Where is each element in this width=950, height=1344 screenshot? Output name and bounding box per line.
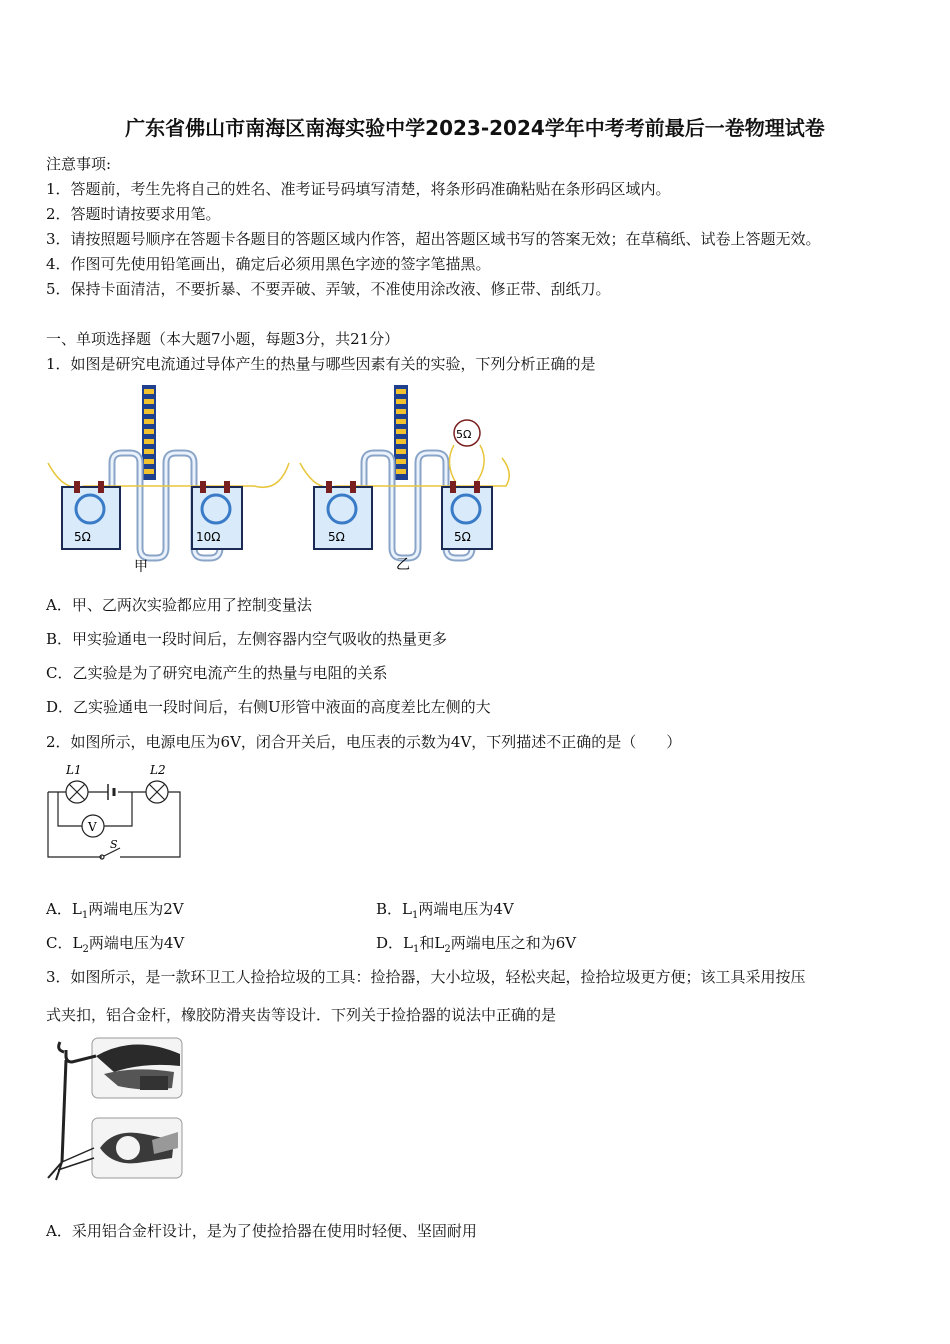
notice-item: 5．保持卡面清洁，不要折暴、不要弄破、弄皱，不准使用涂改液、修正带、刮纸刀。 <box>46 280 611 298</box>
voltmeter-label: V <box>88 820 97 834</box>
option-d: D．$L_1$和$L_2$两端电压之和为6V <box>376 934 577 955</box>
lamp-l1-label: L1 <box>66 763 82 777</box>
figure-label: 乙 <box>396 557 410 573</box>
notice-item: 4．作图可先使用铅笔画出，确定后必须用黑色字迹的签字笔描黑。 <box>46 255 491 273</box>
resistor-label: 10Ω <box>196 530 221 544</box>
option-a: A．甲、乙两次实验都应用了控制变量法 <box>46 596 312 614</box>
question-3-stem-cont: 式夹扣，铝合金杆，橡胶防滑夹齿等设计．下列关于捡拾器的说法中正确的是 <box>46 1006 557 1024</box>
question-1-stem: 1．如图是研究电流通过导体产生的热量与哪些因素有关的实验，下列分析正确的是 <box>46 355 596 373</box>
question-2-stem: 2．如图所示，电源电压为6V，闭合开关后，电压表的示数为4V，下列描述不正确的是（ ） <box>46 733 682 751</box>
resistor-label: 5Ω <box>328 530 345 544</box>
resistor-label: 5Ω <box>454 530 471 544</box>
q2-circuit <box>44 760 184 864</box>
grabber-tool-image <box>44 1036 184 1182</box>
section-heading: 一、单项选择题（本大题7小题，每题3分，共21分） <box>46 330 400 348</box>
option-b: B．甲实验通电一段时间后，左侧容器内空气吸收的热量更多 <box>46 630 448 648</box>
apparatus-yi <box>300 385 509 573</box>
q1-figure <box>44 383 514 578</box>
option-c: C．$L_2$两端电压为4V <box>46 934 185 955</box>
lamp-l2-label: L2 <box>150 763 166 777</box>
option-a: A．采用铝合金杆设计，是为了使捡拾器在使用时轻便、坚固耐用 <box>46 1222 477 1240</box>
switch-label: S <box>110 838 118 851</box>
notice-heading: 注意事项: <box>46 155 112 173</box>
option-b: B．$L_1$两端电压为4V <box>376 900 514 921</box>
apparatus-jia <box>48 385 289 575</box>
option-c: C．乙实验是为了研究电流产生的热量与电阻的关系 <box>46 664 388 682</box>
resistor-label: 5Ω <box>456 428 472 441</box>
option-d: D．乙实验通电一段时间后，右侧U形管中液面的高度差比左侧的大 <box>46 698 491 716</box>
notice-item: 1．答题前，考生先将自己的姓名、准考证号码填写清楚，将条形码准确粘贴在条形码区域内。 <box>46 180 671 198</box>
resistor-label: 5Ω <box>74 530 91 544</box>
notice-item: 2．答题时请按要求用笔。 <box>46 205 221 223</box>
figure-label: 甲 <box>134 559 148 575</box>
notice-item: 3．请按照题号顺序在答题卡各题目的答题区域内作答，超出答题区域书写的答案无效；在草稿纸、试卷上答题无效。 <box>46 230 821 248</box>
option-a: A．$L_1$两端电压为2V <box>46 900 184 921</box>
page-title: 广东省佛山市南海区南海实验中学2023-2024学年中考考前最后一卷物理试卷 <box>125 116 825 140</box>
question-3-stem: 3．如图所示，是一款环卫工人捡拾垃圾的工具：捡拾器，大小垃圾，轻松夹起，捡拾垃圾更方便；该工具采用按压 <box>46 968 806 986</box>
